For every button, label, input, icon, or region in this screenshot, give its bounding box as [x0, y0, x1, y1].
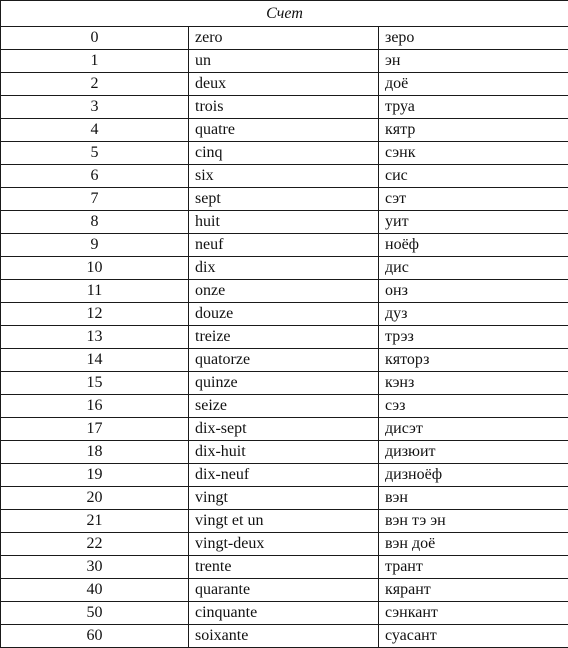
french-word-cell: dix-sept [189, 418, 379, 441]
table-row [1, 349, 568, 372]
table-row [1, 602, 568, 625]
table-row [1, 119, 568, 142]
french-word-cell: zero [189, 27, 379, 50]
pronunciation-cell: сис [379, 165, 568, 188]
pronunciation-cell: сэнкант [379, 602, 568, 625]
table-row [1, 395, 568, 418]
number-cell: 16 [1, 395, 189, 418]
table-row [1, 418, 568, 441]
number-cell: 20 [1, 487, 189, 510]
french-word-cell: cinq [189, 142, 379, 165]
pronunciation-cell: вэн [379, 487, 568, 510]
table-row [1, 27, 568, 50]
number-cell: 21 [1, 510, 189, 533]
number-cell: 50 [1, 602, 189, 625]
table-row [1, 579, 568, 602]
french-word-cell: deux [189, 73, 379, 96]
pronunciation-cell: сэт [379, 188, 568, 211]
number-cell: 8 [1, 211, 189, 234]
table-row [1, 73, 568, 96]
french-word-cell: treize [189, 326, 379, 349]
french-word-cell: un [189, 50, 379, 73]
french-word-cell: dix [189, 257, 379, 280]
number-cell: 5 [1, 142, 189, 165]
number-cell: 1 [1, 50, 189, 73]
table-row [1, 280, 568, 303]
pronunciation-cell: суасант [379, 625, 568, 648]
pronunciation-cell: кярант [379, 579, 568, 602]
number-cell: 12 [1, 303, 189, 326]
french-word-cell: neuf [189, 234, 379, 257]
table-body [1, 27, 568, 648]
table-row [1, 487, 568, 510]
table-row [1, 96, 568, 119]
table-row [1, 165, 568, 188]
french-word-cell: vingt et un [189, 510, 379, 533]
pronunciation-cell: уит [379, 211, 568, 234]
number-cell: 9 [1, 234, 189, 257]
table-row [1, 441, 568, 464]
table-row [1, 211, 568, 234]
table-row [1, 50, 568, 73]
french-word-cell: trois [189, 96, 379, 119]
pronunciation-cell: ноёф [379, 234, 568, 257]
pronunciation-cell: сэнк [379, 142, 568, 165]
french-word-cell: cinquante [189, 602, 379, 625]
table-caption: Счет [1, 1, 568, 27]
pronunciation-cell: онз [379, 280, 568, 303]
number-cell: 0 [1, 27, 189, 50]
pronunciation-cell: кятр [379, 119, 568, 142]
table-row [1, 625, 568, 648]
pronunciation-cell: труа [379, 96, 568, 119]
french-word-cell: soixante [189, 625, 379, 648]
pronunciation-cell: кяторз [379, 349, 568, 372]
number-cell: 2 [1, 73, 189, 96]
table-row [1, 257, 568, 280]
pronunciation-cell: дизноёф [379, 464, 568, 487]
number-cell: 22 [1, 533, 189, 556]
number-cell: 10 [1, 257, 189, 280]
number-cell: 3 [1, 96, 189, 119]
number-cell: 11 [1, 280, 189, 303]
pronunciation-cell: трэз [379, 326, 568, 349]
number-cell: 19 [1, 464, 189, 487]
table-row [1, 142, 568, 165]
number-cell: 14 [1, 349, 189, 372]
number-cell: 7 [1, 188, 189, 211]
french-word-cell: quatorze [189, 349, 379, 372]
pronunciation-cell: доё [379, 73, 568, 96]
table-row [1, 372, 568, 395]
french-word-cell: quatre [189, 119, 379, 142]
number-cell: 17 [1, 418, 189, 441]
number-cell: 13 [1, 326, 189, 349]
number-cell: 30 [1, 556, 189, 579]
pronunciation-cell: дисэт [379, 418, 568, 441]
pronunciation-cell: кэнз [379, 372, 568, 395]
french-word-cell: vingt [189, 487, 379, 510]
pronunciation-cell: дизюит [379, 441, 568, 464]
pronunciation-cell: эн [379, 50, 568, 73]
number-cell: 4 [1, 119, 189, 142]
table-row [1, 234, 568, 257]
pronunciation-cell: сэз [379, 395, 568, 418]
table-row [1, 326, 568, 349]
pronunciation-cell: зеро [379, 27, 568, 50]
pronunciation-cell: трант [379, 556, 568, 579]
table-row [1, 510, 568, 533]
french-word-cell: douze [189, 303, 379, 326]
french-word-cell: vingt-deux [189, 533, 379, 556]
table-row [1, 533, 568, 556]
table-caption-row [1, 1, 568, 27]
french-word-cell: quinze [189, 372, 379, 395]
number-cell: 40 [1, 579, 189, 602]
table-row [1, 556, 568, 579]
number-cell: 18 [1, 441, 189, 464]
pronunciation-cell: вэн доё [379, 533, 568, 556]
table-row [1, 188, 568, 211]
french-word-cell: quarante [189, 579, 379, 602]
french-word-cell: dix-neuf [189, 464, 379, 487]
number-cell: 60 [1, 625, 189, 648]
french-word-cell: trente [189, 556, 379, 579]
number-cell: 6 [1, 165, 189, 188]
french-word-cell: six [189, 165, 379, 188]
table-row [1, 303, 568, 326]
number-cell: 15 [1, 372, 189, 395]
table-row [1, 464, 568, 487]
pronunciation-cell: дуз [379, 303, 568, 326]
french-word-cell: seize [189, 395, 379, 418]
french-word-cell: sept [189, 188, 379, 211]
pronunciation-cell: дис [379, 257, 568, 280]
pronunciation-cell: вэн тэ эн [379, 510, 568, 533]
french-word-cell: huit [189, 211, 379, 234]
french-word-cell: dix-huit [189, 441, 379, 464]
french-word-cell: onze [189, 280, 379, 303]
